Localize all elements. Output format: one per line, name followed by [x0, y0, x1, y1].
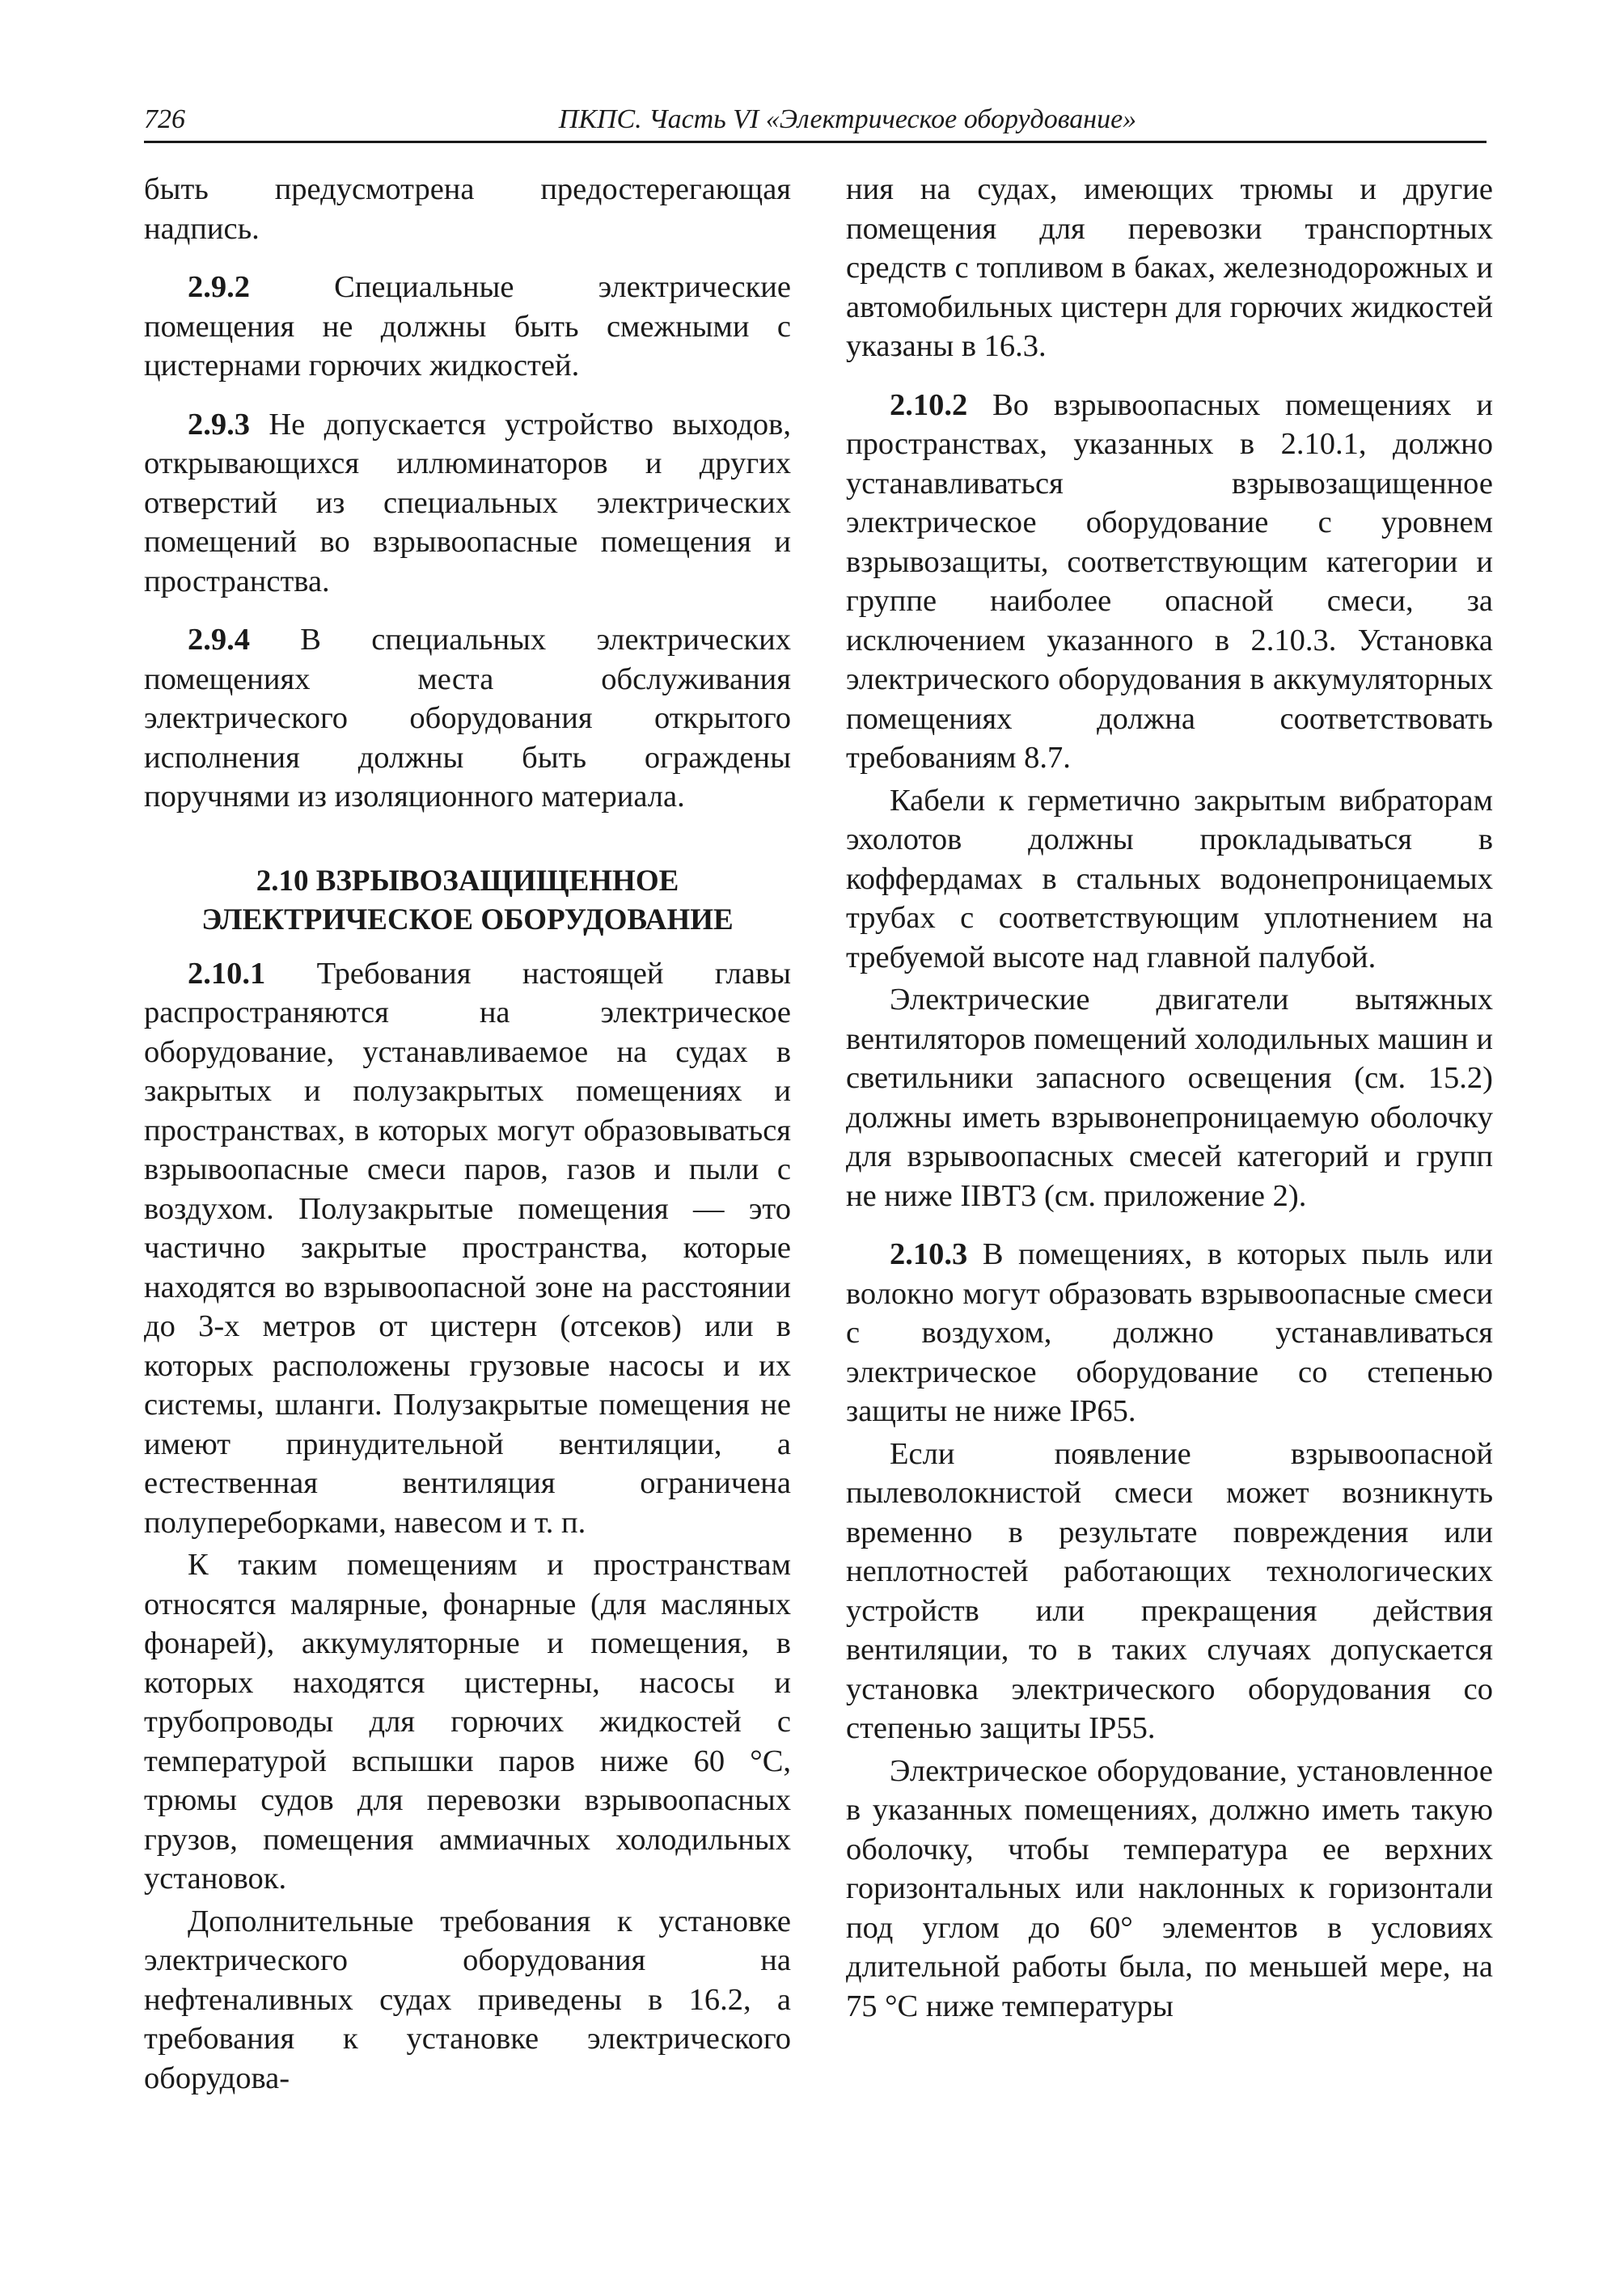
- clause-number: 2.10.1: [188, 956, 266, 991]
- clause-2-9-2: [144, 268, 791, 386]
- clause-2-10-3: [846, 1235, 1493, 1431]
- paragraph-additional-requirements: Дополнительные требования к установке электрического оборудования на нефтеналивных судах приведены в 16.2, а требования к установке электрического оборудова-: [144, 1904, 791, 2095]
- section-heading: [144, 862, 791, 940]
- paragraph-continuation: ния на судах, имеющих трюмы и другие помещения для перевозки транспортных средств с топливом в баках, железнодорожных и автомобильных цистерн для горючих жидкостей указаны в 16.3.: [846, 172, 1493, 363]
- clause-number: 2.9.3: [188, 407, 250, 442]
- section-heading-line1: 2.10 ВЗРЫВОЗАЩИЩЕННОЕ: [256, 864, 679, 898]
- page-header: [144, 95, 1487, 143]
- clause-number: 2.10.3: [890, 1237, 968, 1271]
- paragraph-intro: быть предусмотрена предостерегающая надпись.: [144, 172, 791, 246]
- clause-text: В специальных электрических помещениях места обслуживания электрического оборудования открытого исполнения должны быть ограждены поручнями из изоляционного материала.: [144, 623, 791, 814]
- clause-number: 2.9.4: [188, 623, 250, 657]
- paragraph-cables: Кабели к герметично закрытым вибраторам эхолотов должны прокладываться в коффердамах в стальных водонепроницаемых трубах с соответствующим уплотнением на требуемой высоте над главной палубой.: [846, 783, 1493, 974]
- clause-number: 2.10.2: [890, 387, 968, 422]
- clause-text: Во взрывоопасных помещениях и пространствах, указанных в 2.10.1, должно устанавливаться взрывозащищенное электрическое оборудование с уровнем взрывозащиты, соответствующим категории и группе наиболее опасной смеси, за исключением указанного в 2.10.3. Установка электрического оборудования в аккумуляторных помещениях должна соответствовать требованиям 8.7.: [846, 387, 1493, 775]
- paragraph-motors: Электрические двигатели вытяжных вентиляторов помещений холодильных машин и светильники запасного освещения (см. 15.2) должны иметь взрывонепроницаемую оболочку для взрывоопасных смесей категорий и групп не ниже IIBT3 (см. приложение 2).: [846, 983, 1493, 1213]
- paragraph-temperature: Электрическое оборудование, установленное в указанных помещениях, должно иметь такую оболочку, чтобы температура ее верхних горизонтальных или наклонных к горизонтали под углом до 60° элементов в условиях длительной работы была, по меньшей мере, на 75 °С ниже температуры: [846, 1753, 1493, 2023]
- running-title: ПКПС. Часть VI «Электрическое оборудование»: [558, 104, 1137, 134]
- clause-2-9-3: [144, 405, 791, 602]
- paragraph-dust: Если появление взрывоопасной пылеволокнистой смеси может возникнуть временно в результате повреждения или неплотностей работающих технологических устройств или прекращения действия вентиляции, то в таких случаях допускается установка электрического оборудования со степенью защиты IP55.: [846, 1436, 1493, 1745]
- clause-number: 2.9.2: [188, 270, 250, 304]
- left-column: [144, 170, 791, 2098]
- clause-text: В помещениях, в которых пыль или волокно могут образовать взрывоопасные смеси с воздухом, должно устанавливаться электрическое оборудование со степенью защиты не ниже IP65.: [846, 1237, 1493, 1428]
- clause-2-10-2: [846, 386, 1493, 778]
- clause-text: Требования настоящей главы распространяются на электрическое оборудование, устанавливаемое на судах в закрытых и полузакрытых помещениях и пространствах, в которых могут образовываться взрывоопасные смеси паров, газов и пыли с воздухом. Полузакрытые помещения — это частично закрытые пространства, которые находятся во взрывоопасной зоне на расстоянии до 3-х метров от цистерн (отсеков) или в которых расположены грузовые насосы и их системы, шланги. Полузакрытые помещения не имеют принудительной вентиляции, а естественная вентиляция ограничена полупереборками, навесом и т. п.: [144, 956, 791, 1540]
- clause-text: Не допускается устройство выходов, открывающихся иллюминаторов и других отверстий из специальных электрических помещений во взрывоопасные помещения и пространства.: [144, 407, 791, 598]
- clause-2-10-1: [144, 954, 791, 1543]
- page-number: 726: [144, 104, 185, 134]
- section-heading-line2: ЭЛЕКТРИЧЕСКОЕ ОБОРУДОВАНИЕ: [201, 902, 734, 936]
- paragraph-such-rooms: К таким помещениям и пространствам относятся малярные, фонарные (для масляных фонарей), аккумуляторные и помещения, в которых находятся цистерны, насосы и трубопроводы для горючих жидкостей с температурой вспышки паров ниже 60 °С, трюмы судов для перевозки взрывоопасных грузов, помещения аммиачных холодильных установок.: [144, 1548, 791, 1896]
- right-column: [846, 170, 1493, 2026]
- clause-2-9-4: [144, 620, 791, 817]
- clause-text: Специальные электрические помещения не должны быть смежными с цистернами горючих жидкостей.: [144, 270, 791, 383]
